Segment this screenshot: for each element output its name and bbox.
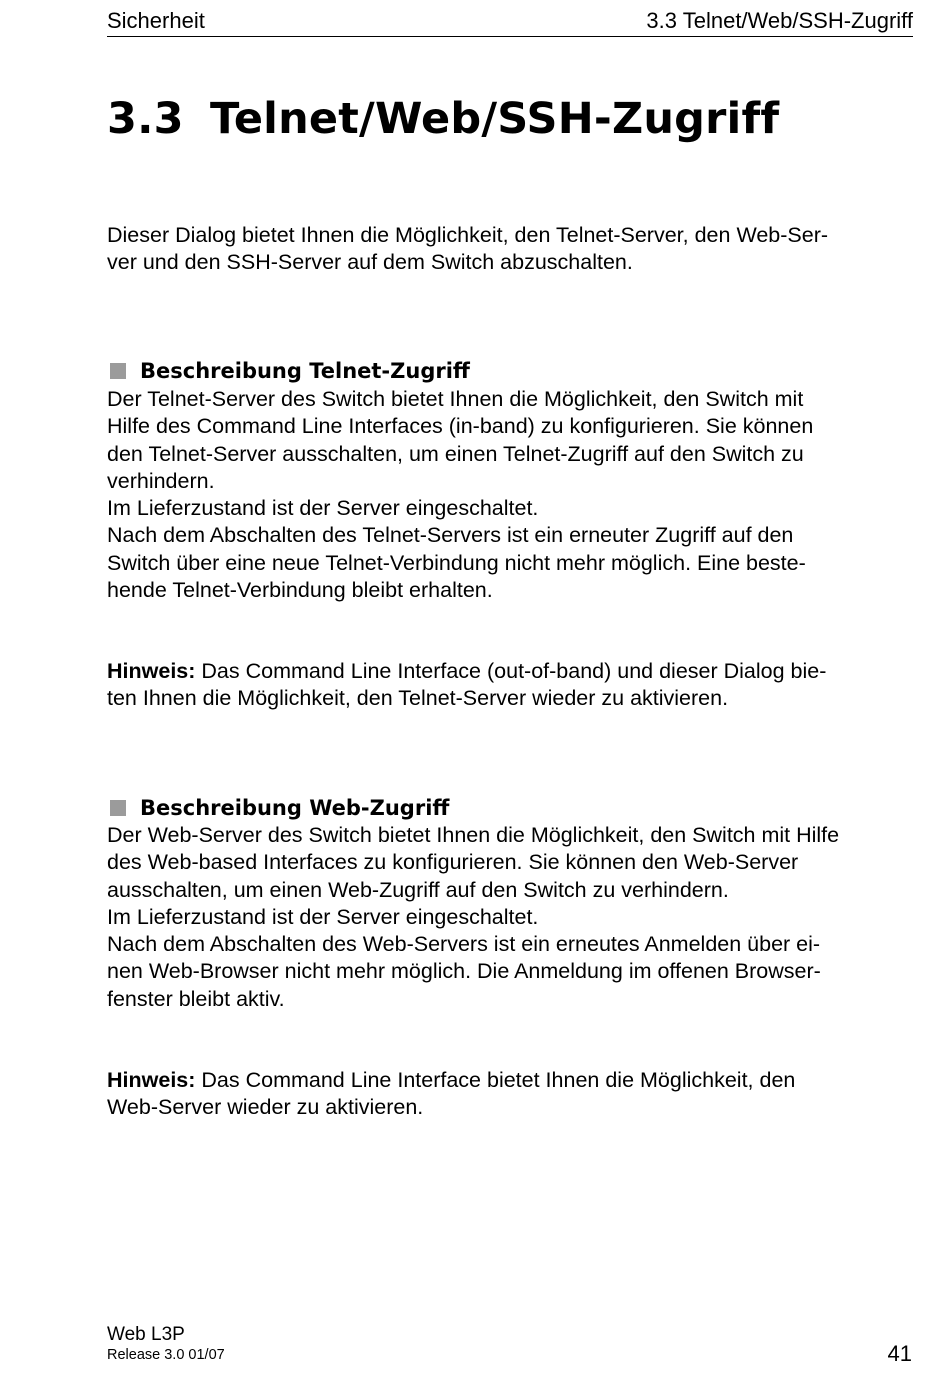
text-line: verhindern. <box>107 468 215 493</box>
header-section-name: Sicherheit <box>107 8 205 33</box>
text-line <box>107 658 917 685</box>
text-line: des Web-based Interfaces zu konfigurieren. Sie können den Web-Server <box>107 850 799 875</box>
text-line: nen Web-Browser nicht mehr möglich. Die Anmeldung im offenen Browser- <box>107 959 821 984</box>
text-line: Im Lieferzustand ist der Server eingeschaltet. <box>107 904 539 929</box>
header-chapter-reference: 3.3 Telnet/Web/SSH-Zugriff <box>646 8 913 33</box>
text-line: Nach dem Abschalten des Telnet-Servers ist ein erneuter Zugriff auf den <box>107 523 794 548</box>
running-header <box>107 6 913 37</box>
web-note <box>107 1067 917 1122</box>
section-heading-web <box>107 794 917 822</box>
square-bullet-icon <box>110 800 126 816</box>
text-line <box>107 1067 917 1094</box>
text-line: ver und den SSH-Server auf dem Switch abzuschalten. <box>107 250 633 275</box>
section-heading-telnet <box>107 357 917 385</box>
text-line: ten Ihnen die Möglichkeit, den Telnet-Server wieder zu aktivieren. <box>107 686 729 711</box>
text-line: Web-Server wieder zu aktivieren. <box>107 1095 424 1120</box>
telnet-description <box>107 386 917 604</box>
web-description <box>107 822 917 1013</box>
footer-release: Release 3.0 01/07 <box>107 1347 225 1363</box>
note-label: Hinweis: <box>107 1068 196 1092</box>
chapter-title-text: Telnet/Web/SSH-Zugriff <box>210 94 780 144</box>
section-heading-text: Beschreibung Telnet-Zugriff <box>140 359 470 383</box>
text-line: ausschalten, um einen Web-Zugriff auf den Switch zu verhindern. <box>107 877 729 902</box>
note-label: Hinweis: <box>107 659 196 683</box>
text-line: den Telnet-Server ausschalten, um einen Telnet-Zugriff auf den Switch zu <box>107 441 804 466</box>
note-text: Das Command Line Interface bietet Ihnen die Möglichkeit, den <box>195 1068 796 1092</box>
intro-paragraph <box>107 222 917 277</box>
chapter-title <box>107 92 779 146</box>
telnet-note <box>107 658 917 713</box>
text-line: hende Telnet-Verbindung bleibt erhalten. <box>107 578 493 603</box>
section-heading-text: Beschreibung Web-Zugriff <box>140 796 450 820</box>
note-text: Das Command Line Interface (out-of-band) und dieser Dialog bie- <box>195 659 827 683</box>
footer-product: Web L3P <box>107 1324 185 1345</box>
text-line: fenster bleibt aktiv. <box>107 986 285 1011</box>
chapter-number: 3.3 <box>107 94 184 144</box>
text-line: Nach dem Abschalten des Web-Servers ist ein erneutes Anmelden über ei- <box>107 932 821 957</box>
text-line: Der Web-Server des Switch bietet Ihnen die Möglichkeit, den Switch mit Hilfe <box>107 823 840 847</box>
text-line: Hilfe des Command Line Interfaces (in-band) zu konfigurieren. Sie können <box>107 414 814 439</box>
text-line: Switch über eine neue Telnet-Verbindung nicht mehr möglich. Eine beste- <box>107 550 806 575</box>
page-number: 41 <box>887 1341 912 1366</box>
text-line: Der Telnet-Server des Switch bietet Ihnen die Möglichkeit, den Switch mit <box>107 387 804 411</box>
text-line: Im Lieferzustand ist der Server eingeschaltet. <box>107 496 539 521</box>
text-line: Dieser Dialog bietet Ihnen die Möglichkeit, den Telnet-Server, den Web-Ser- <box>107 223 829 247</box>
square-bullet-icon <box>110 363 126 379</box>
